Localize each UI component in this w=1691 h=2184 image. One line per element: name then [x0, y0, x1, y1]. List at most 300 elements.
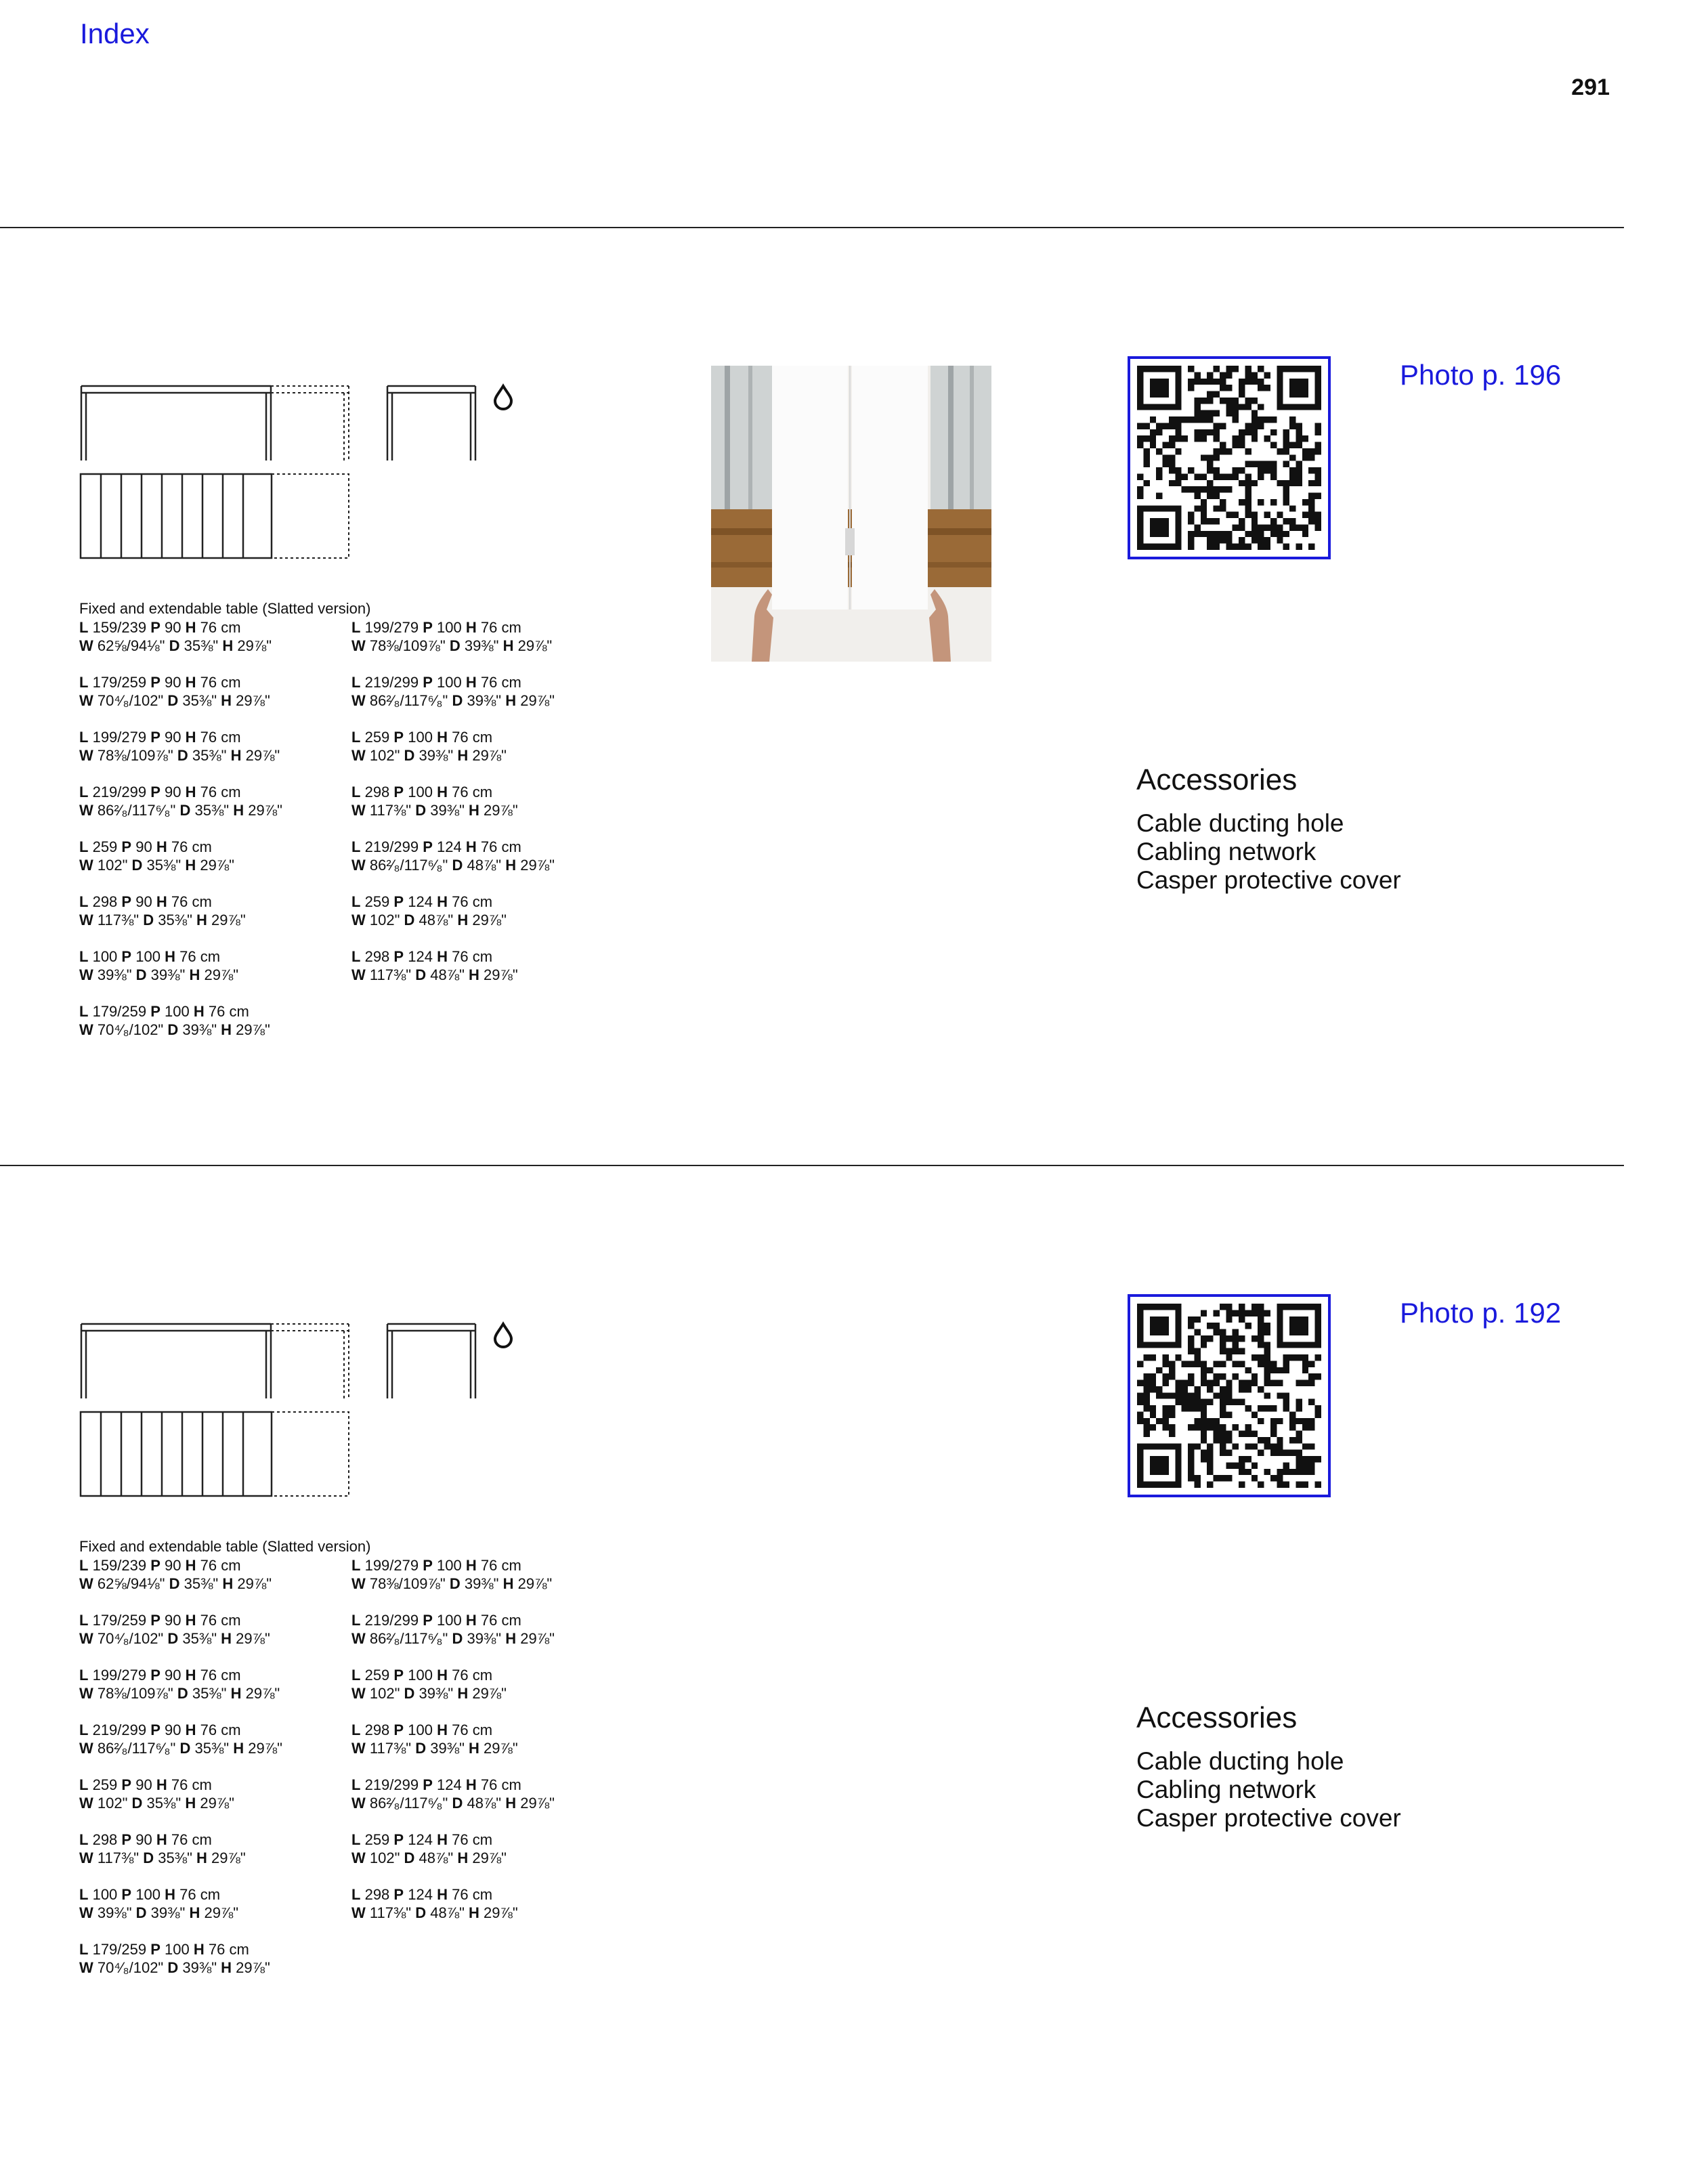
- spec-key: D: [131, 1795, 143, 1812]
- spec-value: 90: [165, 619, 181, 636]
- spec-key: W: [79, 1904, 93, 1921]
- spec-value: 259: [92, 838, 118, 855]
- spec-value: 199/279: [92, 1667, 147, 1684]
- spec-key: L: [79, 1557, 89, 1574]
- photo-page-link[interactable]: Photo p. 192: [1400, 1297, 1562, 1329]
- spec-key: H: [189, 966, 200, 983]
- spec-value: 39⅜": [464, 1575, 499, 1592]
- spec-key: H: [437, 1721, 448, 1738]
- spec-key: W: [79, 692, 93, 709]
- spec-value: 179/259: [92, 1941, 147, 1958]
- spec-value: 90: [135, 1831, 152, 1848]
- spec-value: 259: [364, 729, 390, 746]
- spec-key: W: [79, 747, 93, 764]
- spec-key: H: [465, 1612, 477, 1629]
- spec-value: cm: [472, 948, 493, 965]
- spec-value: 39⅜": [430, 802, 465, 819]
- accessory-item: Cable ducting hole: [1136, 809, 1344, 837]
- spec-key: H: [185, 1557, 196, 1574]
- spec-value: 76: [171, 893, 188, 910]
- spec-key: P: [423, 1776, 433, 1793]
- spec-key: L: [79, 1612, 89, 1629]
- spec-key: H: [457, 1849, 469, 1866]
- spec-key: H: [156, 893, 167, 910]
- spec-key: H: [221, 692, 232, 709]
- spec-value: 100: [437, 1557, 462, 1574]
- spec-value: 62⅝/94⅛": [97, 1575, 165, 1592]
- spec-value: 35⅜": [194, 1740, 230, 1757]
- spec-value: 117⅜": [369, 966, 412, 983]
- spec-key: D: [167, 1959, 179, 1976]
- spec-key: L: [79, 1721, 89, 1738]
- spec-key: D: [169, 1575, 180, 1592]
- spec-value: 76: [452, 1886, 469, 1903]
- spec-key: D: [167, 1630, 179, 1647]
- spec-value: 76: [452, 1721, 469, 1738]
- drop-icon: [495, 1324, 511, 1347]
- spec-key: H: [185, 674, 196, 691]
- qr-code[interactable]: [1128, 1294, 1331, 1497]
- spec-value: 86²⁄₈/117⁶⁄₈": [97, 802, 176, 819]
- spec-key: W: [79, 912, 93, 928]
- section-divider: [0, 227, 1624, 228]
- spec-key: D: [404, 912, 415, 928]
- spec-entry: [351, 1721, 595, 1757]
- spec-key: W: [351, 857, 366, 874]
- spec-key: H: [222, 637, 234, 654]
- spec-value: 90: [135, 838, 152, 855]
- spec-key: H: [505, 857, 517, 874]
- page-number: 291: [1571, 74, 1610, 100]
- spec-value: 35⅜": [182, 692, 217, 709]
- spec-key: W: [79, 802, 93, 819]
- spec-key: D: [179, 1740, 191, 1757]
- spec-value: 179/259: [92, 1612, 147, 1629]
- spec-key: D: [415, 966, 427, 983]
- spec-value: 29⅞": [520, 1630, 555, 1647]
- spec-entry: [351, 947, 595, 984]
- spec-value: 39⅜": [430, 1740, 465, 1757]
- spec-key: W: [351, 1795, 366, 1812]
- spec-key: P: [423, 619, 433, 636]
- spec-key: D: [143, 1849, 154, 1866]
- spec-key: H: [465, 619, 477, 636]
- spec-value: 39⅜": [419, 747, 454, 764]
- spec-key: H: [196, 1849, 207, 1866]
- spec-key: W: [79, 857, 93, 874]
- spec-key: H: [185, 857, 196, 874]
- spec-value: 90: [135, 893, 152, 910]
- spec-key: D: [135, 1904, 147, 1921]
- spec-value: 298: [364, 784, 390, 800]
- spec-value: 29⅞": [520, 857, 555, 874]
- spec-value: cm: [501, 838, 521, 855]
- spec-title: Fixed and extendable table (Slatted version): [79, 1538, 371, 1555]
- spec-value: 100: [135, 948, 160, 965]
- spec-key: H: [437, 784, 448, 800]
- index-link[interactable]: Index: [80, 18, 150, 49]
- spec-key: W: [351, 912, 366, 928]
- accessories-title: Accessories: [1136, 1701, 1298, 1734]
- spec-value: 29⅞": [484, 966, 518, 983]
- spec-value: 90: [165, 1612, 181, 1629]
- spec-entry: [351, 1776, 595, 1812]
- spec-key: H: [437, 948, 448, 965]
- spec-value: 29⅞": [236, 1630, 270, 1647]
- spec-value: 76: [480, 619, 498, 636]
- spec-value: 35⅜": [194, 802, 230, 819]
- spec-key: L: [351, 1721, 361, 1738]
- spec-key: P: [393, 729, 404, 746]
- spec-entry: [79, 1556, 351, 1593]
- spec-key: H: [469, 966, 479, 983]
- spec-value: 76: [452, 1831, 469, 1848]
- spec-value: 90: [165, 1557, 181, 1574]
- spec-entry: [79, 783, 351, 819]
- spec-key: W: [79, 1575, 93, 1592]
- spec-key: D: [452, 692, 463, 709]
- spec-key: H: [469, 802, 479, 819]
- spec-value: cm: [200, 1886, 221, 1903]
- spec-key: D: [169, 637, 180, 654]
- spec-value: 29⅞": [472, 912, 507, 928]
- spec-key: H: [196, 912, 207, 928]
- spec-key: D: [135, 966, 147, 983]
- spec-value: 39⅜": [467, 1630, 502, 1647]
- spec-value: 219/299: [92, 1721, 147, 1738]
- spec-entry: [79, 1830, 351, 1867]
- spec-key: H: [185, 1612, 196, 1629]
- spec-key: P: [150, 1003, 160, 1020]
- spec-key: L: [351, 948, 361, 965]
- spec-value: 159/239: [92, 619, 147, 636]
- spec-value: 100: [92, 1886, 118, 1903]
- spec-value: 102": [97, 857, 128, 874]
- spec-key: D: [415, 1740, 427, 1757]
- spec-value: 48⅞": [419, 1849, 454, 1866]
- spec-value: 48⅞": [419, 912, 454, 928]
- spec-key: P: [150, 729, 160, 746]
- spec-entry: [79, 838, 351, 874]
- spec-value: 86²⁄₈/117⁶⁄₈": [369, 692, 448, 709]
- spec-value: cm: [200, 948, 221, 965]
- spec-key: H: [193, 1941, 205, 1958]
- spec-key: L: [351, 1776, 361, 1793]
- spec-key: H: [233, 802, 244, 819]
- accessory-item: Cabling network: [1136, 1776, 1317, 1803]
- spec-title: Fixed and extendable table (Slatted version): [79, 600, 371, 617]
- spec-value: 259: [92, 1776, 118, 1793]
- spec-key: H: [437, 1831, 448, 1848]
- spec-key: P: [121, 838, 132, 855]
- spec-value: cm: [229, 1941, 249, 1958]
- spec-key: H: [156, 1831, 167, 1848]
- spec-key: L: [79, 674, 89, 691]
- spec-key: D: [449, 637, 461, 654]
- spec-value: cm: [229, 1003, 249, 1020]
- spec-value: 76: [452, 948, 469, 965]
- spec-value: 100: [408, 1667, 433, 1684]
- drop-icon: [495, 386, 511, 409]
- spec-value: 70⁴⁄₈/102": [97, 1021, 164, 1038]
- spec-value: 124: [408, 1831, 433, 1848]
- spec-value: 70⁴⁄₈/102": [97, 692, 164, 709]
- spec-value: 86²⁄₈/117⁶⁄₈": [369, 1795, 448, 1812]
- qr-code[interactable]: [1128, 356, 1331, 559]
- spec-value: 48⅞": [467, 1795, 502, 1812]
- spec-value: 39⅜": [182, 1021, 217, 1038]
- spec-key: H: [222, 1575, 234, 1592]
- spec-key: H: [465, 838, 477, 855]
- spec-value: 35⅜": [182, 1630, 217, 1647]
- spec-key: D: [143, 912, 154, 928]
- spec-key: P: [121, 1776, 132, 1793]
- spec-key: H: [457, 1685, 469, 1702]
- spec-key: W: [79, 1849, 93, 1866]
- accessories-list: [1136, 1747, 1401, 1833]
- spec-key: H: [185, 729, 196, 746]
- spec-key: D: [452, 857, 463, 874]
- spec-entry: [351, 1830, 595, 1867]
- spec-value: 199/279: [92, 729, 147, 746]
- spec-key: P: [393, 1886, 404, 1903]
- spec-value: 76: [452, 784, 469, 800]
- spec-value: 117⅜": [97, 912, 140, 928]
- spec-key: P: [393, 948, 404, 965]
- spec-key: W: [351, 1685, 366, 1702]
- spec-grid: [79, 618, 594, 1039]
- spec-key: H: [233, 1740, 244, 1757]
- spec-value: 102": [369, 747, 400, 764]
- spec-value: cm: [221, 729, 241, 746]
- spec-value: cm: [472, 1831, 493, 1848]
- photo-page-link[interactable]: Photo p. 196: [1400, 359, 1562, 391]
- spec-value: 76: [452, 729, 469, 746]
- spec-key: P: [393, 1667, 404, 1684]
- spec-value: cm: [221, 1667, 241, 1684]
- spec-value: 259: [364, 1667, 390, 1684]
- spec-value: 76: [200, 729, 217, 746]
- spec-key: L: [351, 893, 361, 910]
- spec-key: P: [121, 893, 132, 910]
- spec-value: 76: [171, 838, 188, 855]
- spec-key: H: [185, 1795, 196, 1812]
- spec-key: D: [167, 1021, 179, 1038]
- spec-key: L: [79, 1886, 89, 1903]
- spec-key: H: [221, 1630, 232, 1647]
- spec-entry: [79, 1721, 351, 1757]
- spec-key: L: [351, 1667, 361, 1684]
- spec-key: H: [437, 893, 448, 910]
- spec-value: 102": [369, 1849, 400, 1866]
- spec-value: cm: [192, 1831, 212, 1848]
- spec-value: 29⅞": [472, 747, 507, 764]
- spec-value: 298: [364, 1721, 390, 1738]
- product-photo: [711, 366, 991, 662]
- spec-value: 29⅞": [204, 966, 239, 983]
- spec-key: D: [404, 1849, 415, 1866]
- spec-key: P: [150, 1667, 160, 1684]
- spec-key: H: [505, 692, 517, 709]
- spec-key: W: [79, 1685, 93, 1702]
- spec-entry: [351, 673, 595, 710]
- spec-key: L: [351, 674, 361, 691]
- spec-value: 29⅞": [484, 1904, 518, 1921]
- spec-key: D: [177, 1685, 188, 1702]
- spec-key: D: [452, 1630, 463, 1647]
- spec-value: 298: [92, 1831, 118, 1848]
- spec-key: D: [167, 692, 179, 709]
- spec-value: 219/299: [364, 674, 419, 691]
- spec-value: 90: [165, 729, 181, 746]
- spec-value: 117⅜": [369, 1740, 412, 1757]
- spec-entry: [351, 783, 595, 819]
- spec-key: H: [230, 1685, 242, 1702]
- spec-value: 29⅞": [204, 1904, 239, 1921]
- spec-value: 29⅞": [236, 1959, 270, 1976]
- spec-value: 76: [200, 1612, 217, 1629]
- spec-value: 100: [135, 1886, 160, 1903]
- product-section: [0, 1297, 1691, 2184]
- spec-value: 219/299: [364, 1612, 419, 1629]
- spec-key: L: [351, 1886, 361, 1903]
- spec-value: 259: [364, 893, 390, 910]
- spec-key: H: [465, 674, 477, 691]
- spec-value: 48⅞": [430, 966, 465, 983]
- spec-value: 90: [165, 1721, 181, 1738]
- spec-key: W: [351, 747, 366, 764]
- spec-key: H: [221, 1021, 232, 1038]
- spec-value: 76: [452, 893, 469, 910]
- spec-value: 76: [200, 674, 217, 691]
- spec-key: H: [156, 1776, 167, 1793]
- spec-key: H: [156, 838, 167, 855]
- spec-key: P: [150, 1941, 160, 1958]
- spec-value: 29⅞": [484, 802, 518, 819]
- spec-value: 76: [452, 1667, 469, 1684]
- spec-value: 29⅞": [248, 802, 282, 819]
- spec-value: 78⅜/109⅞": [369, 1575, 446, 1592]
- spec-value: 78⅜/109⅞": [97, 747, 173, 764]
- spec-value: cm: [192, 838, 212, 855]
- spec-value: 39⅜": [97, 1904, 132, 1921]
- spec-key: P: [423, 1612, 433, 1629]
- spec-value: 124: [437, 838, 462, 855]
- spec-value: 35⅜": [146, 1795, 181, 1812]
- spec-value: cm: [221, 674, 241, 691]
- spec-value: cm: [472, 729, 493, 746]
- spec-value: 29⅞": [472, 1685, 507, 1702]
- spec-entry: [79, 1885, 351, 1922]
- spec-value: 90: [165, 784, 181, 800]
- spec-key: L: [351, 619, 361, 636]
- spec-value: cm: [472, 1886, 493, 1903]
- spec-value: cm: [221, 1612, 241, 1629]
- spec-value: 219/299: [92, 784, 147, 800]
- spec-key: H: [502, 1575, 514, 1592]
- spec-value: 259: [364, 1831, 390, 1848]
- spec-block: [79, 599, 594, 1039]
- spec-key: H: [465, 1557, 477, 1574]
- spec-entry: [79, 728, 351, 765]
- spec-value: 76: [200, 1667, 217, 1684]
- spec-value: 29⅞": [245, 1685, 280, 1702]
- spec-value: 298: [364, 948, 390, 965]
- spec-key: H: [221, 1959, 232, 1976]
- spec-key: L: [79, 893, 89, 910]
- spec-value: 76: [480, 1776, 498, 1793]
- accessory-item: Cable ducting hole: [1136, 1747, 1344, 1775]
- spec-key: H: [437, 729, 448, 746]
- spec-value: 179/259: [92, 674, 147, 691]
- accessories-list: [1136, 809, 1401, 895]
- spec-entry: [351, 893, 595, 929]
- spec-key: P: [150, 1721, 160, 1738]
- spec-entry: [351, 618, 595, 655]
- spec-key: L: [79, 1941, 89, 1958]
- spec-value: cm: [221, 784, 241, 800]
- spec-value: 90: [165, 674, 181, 691]
- spec-entry: [351, 1611, 595, 1648]
- spec-value: 29⅞": [200, 857, 234, 874]
- spec-key: P: [121, 1831, 132, 1848]
- spec-value: cm: [501, 674, 521, 691]
- spec-value: cm: [501, 619, 521, 636]
- spec-entry: [79, 1666, 351, 1703]
- spec-value: 35⅜": [184, 637, 219, 654]
- spec-value: 29⅞": [520, 1795, 555, 1812]
- spec-entry: [351, 1885, 595, 1922]
- spec-value: 117⅜": [369, 1904, 412, 1921]
- spec-value: 100: [165, 1941, 190, 1958]
- spec-value: 62⅝/94⅛": [97, 637, 165, 654]
- spec-value: 39⅜": [97, 966, 132, 983]
- accessory-item: Casper protective cover: [1136, 1804, 1401, 1832]
- spec-value: 29⅞": [520, 692, 555, 709]
- spec-key: W: [79, 637, 93, 654]
- spec-key: D: [415, 1904, 427, 1921]
- spec-key: P: [150, 619, 160, 636]
- spec-key: L: [79, 729, 89, 746]
- spec-value: 35⅜": [158, 912, 192, 928]
- spec-value: 159/239: [92, 1557, 147, 1574]
- spec-value: 76: [480, 838, 498, 855]
- spec-key: L: [351, 784, 361, 800]
- spec-entry: [79, 1611, 351, 1648]
- spec-key: H: [437, 1886, 448, 1903]
- spec-value: 86²⁄₈/117⁶⁄₈": [369, 857, 448, 874]
- spec-grid: [79, 1556, 594, 1977]
- spec-value: 76: [200, 619, 217, 636]
- spec-value: cm: [472, 893, 493, 910]
- spec-key: H: [193, 1003, 205, 1020]
- spec-key: L: [79, 948, 89, 965]
- spec-value: 86²⁄₈/117⁶⁄₈": [369, 1630, 448, 1647]
- spec-key: H: [165, 948, 175, 965]
- spec-key: P: [423, 838, 433, 855]
- spec-value: 199/279: [364, 619, 419, 636]
- spec-key: H: [165, 1886, 175, 1903]
- spec-value: 100: [437, 674, 462, 691]
- spec-value: 102": [97, 1795, 128, 1812]
- spec-value: cm: [192, 893, 212, 910]
- spec-value: cm: [472, 784, 493, 800]
- spec-key: L: [79, 1776, 89, 1793]
- spec-key: L: [351, 1612, 361, 1629]
- spec-value: 29⅞": [211, 912, 246, 928]
- spec-value: 76: [171, 1776, 188, 1793]
- spec-key: H: [185, 1667, 196, 1684]
